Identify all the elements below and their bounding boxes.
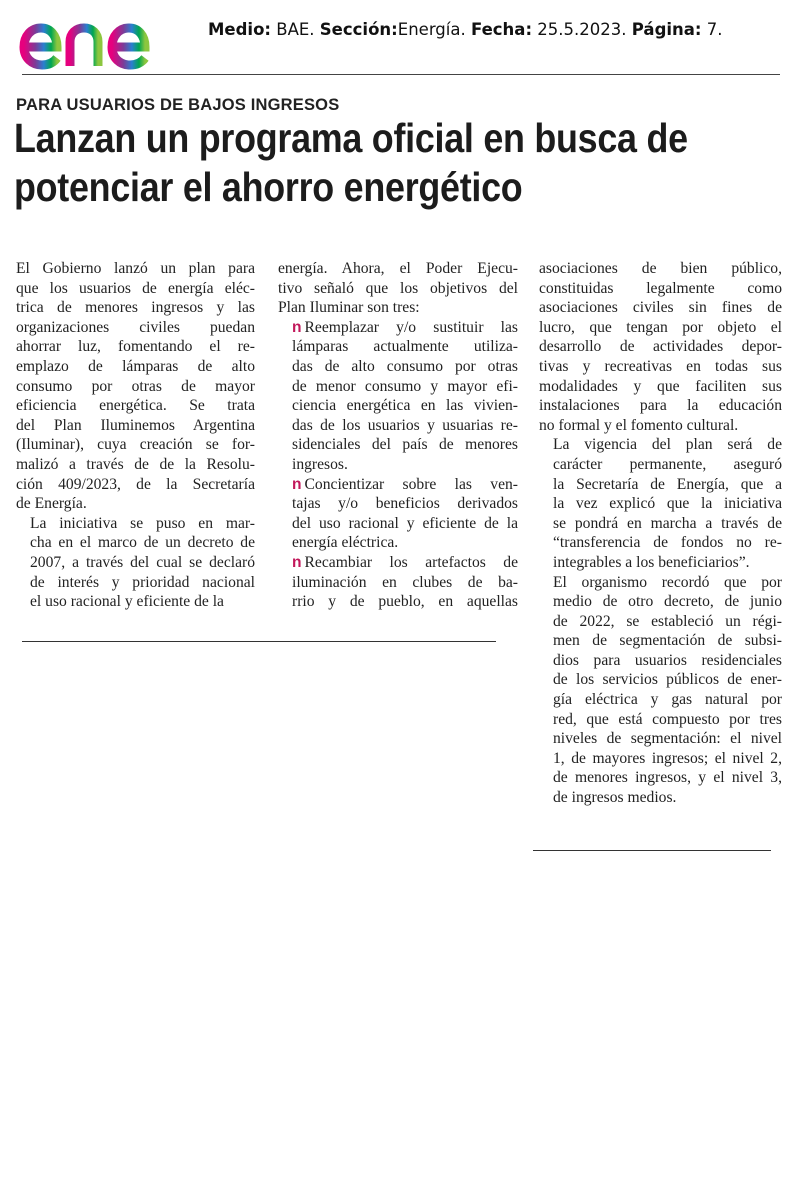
article-kicker: PARA USUARIOS DE BAJOS INGRESOS bbox=[16, 96, 340, 114]
header-divider bbox=[22, 74, 780, 75]
text-line bbox=[16, 475, 255, 495]
column-divider-rule bbox=[22, 641, 496, 642]
text-line-content: que los usuarios de energía eléc- bbox=[16, 279, 255, 297]
text-line bbox=[278, 377, 518, 397]
text-line-content: men de segmentación de subsi- bbox=[553, 632, 782, 650]
text-line-content: 2007, a través del cual se declaró bbox=[30, 553, 255, 571]
text-line-content: iluminación en clubes de ba- bbox=[292, 573, 518, 591]
text-line-content: se pondrá en marcha a través de bbox=[553, 514, 782, 532]
text-line-content: la vez explicó que la iniciativa bbox=[553, 495, 782, 513]
text-line-content: La iniciativa se puso en mar- bbox=[30, 514, 255, 532]
bullet-marker: n bbox=[292, 475, 302, 493]
text-line bbox=[539, 612, 782, 632]
text-line bbox=[16, 337, 255, 357]
article-column-2 bbox=[278, 259, 518, 612]
text-line bbox=[278, 435, 518, 455]
medio-label: Medio: bbox=[208, 20, 272, 39]
text-line-content: cha en el marco de un decreto de bbox=[30, 534, 255, 552]
text-line bbox=[16, 279, 255, 299]
medio-value: BAE. bbox=[276, 20, 315, 39]
text-line bbox=[16, 435, 255, 455]
text-line-content: niveles de segmentación: el nivel bbox=[553, 730, 782, 748]
text-line-content: das de alto consumo por otras bbox=[292, 357, 518, 375]
text-line bbox=[16, 592, 255, 612]
text-line-content: tajas y/o beneficios derivados bbox=[292, 495, 518, 513]
text-line-content: modalidades y que faciliten sus bbox=[539, 377, 782, 395]
text-line-content: tivo señaló que los objetivos del bbox=[278, 279, 518, 297]
text-line-content: instalaciones para la educación bbox=[539, 397, 782, 415]
text-line-content: del Plan Iluminemos Argentina bbox=[16, 416, 255, 434]
pagina-label: Página: bbox=[631, 20, 702, 39]
text-line bbox=[539, 396, 782, 416]
enel-logo-mark bbox=[16, 4, 181, 70]
text-line-content: de ingresos medios. bbox=[553, 789, 677, 807]
text-line bbox=[16, 357, 255, 377]
text-line-content: rrio y de pueblo, en aquellas bbox=[292, 593, 518, 611]
text-line bbox=[539, 573, 782, 593]
article-column-1 bbox=[16, 259, 255, 612]
text-line-content: red, que está compuesto por tres bbox=[553, 710, 782, 728]
text-line-content: de 2022, se estableció un régi- bbox=[553, 612, 782, 630]
text-line-content: Plan Iluminar son tres: bbox=[278, 299, 420, 317]
bullet-paragraph bbox=[278, 553, 518, 612]
text-line bbox=[16, 494, 255, 514]
text-line bbox=[16, 396, 255, 416]
publication-metadata bbox=[208, 20, 723, 39]
text-line-content: (Iluminar), cuya creación se for- bbox=[16, 436, 255, 454]
text-line bbox=[539, 377, 782, 397]
text-line-content: 1, de mayores ingresos; el nivel 2, bbox=[553, 749, 782, 767]
article-headline: Lanzan un programa oficial en busca de potenciar el ahorro energético bbox=[14, 115, 688, 210]
text-line-content: de Energía. bbox=[16, 495, 87, 513]
text-line-content: Concientizar sobre las ven- bbox=[304, 475, 518, 493]
text-line bbox=[539, 729, 782, 749]
bullet-paragraph bbox=[278, 318, 518, 475]
text-line-content: eficiencia energética. Se trata bbox=[16, 397, 255, 415]
text-line bbox=[16, 259, 255, 279]
text-line bbox=[539, 533, 782, 553]
text-line-content: das de los usuarios y usuarias re- bbox=[292, 416, 518, 434]
text-line bbox=[278, 279, 518, 299]
text-line bbox=[539, 259, 782, 279]
text-line-content: energía. Ahora, el Poder Ejecu- bbox=[278, 260, 518, 277]
enel-logo bbox=[16, 4, 181, 70]
pagina-value: 7. bbox=[706, 20, 723, 39]
text-line bbox=[278, 357, 518, 377]
text-line bbox=[539, 279, 782, 299]
text-line bbox=[539, 592, 782, 612]
text-line bbox=[278, 298, 518, 318]
text-line bbox=[16, 533, 255, 553]
text-line bbox=[278, 553, 518, 573]
text-line bbox=[539, 298, 782, 318]
text-line bbox=[278, 416, 518, 436]
text-line bbox=[539, 768, 782, 788]
text-line-content: ción 409/2023, de la Secretaría bbox=[16, 475, 255, 493]
text-line-content: desarrollo de actividades depor- bbox=[539, 338, 782, 356]
seccion-value: Energía. bbox=[397, 20, 466, 39]
text-line-content: El organismo recordó que por bbox=[553, 573, 782, 591]
text-line bbox=[16, 553, 255, 573]
text-line-content: ciencia energética en las vivien- bbox=[292, 397, 518, 415]
text-line-content: sidenciales del país de menores bbox=[292, 436, 518, 454]
text-line bbox=[539, 631, 782, 651]
text-line bbox=[278, 592, 518, 612]
text-line-content: tivas y recreativas en todas sus bbox=[539, 357, 782, 375]
text-line-content: de menor consumo y mayor efi- bbox=[292, 377, 518, 395]
text-line bbox=[539, 416, 782, 436]
text-line bbox=[278, 259, 518, 279]
text-line-content: el uso racional y eficiente de la bbox=[30, 593, 224, 611]
text-line-content: energía eléctrica. bbox=[292, 534, 399, 552]
fecha-value: 25.5.2023. bbox=[537, 20, 627, 39]
paragraph bbox=[278, 259, 518, 318]
paragraph bbox=[539, 573, 782, 808]
text-line-content: Reemplazar y/o sustituir las bbox=[304, 318, 518, 336]
text-line bbox=[278, 573, 518, 593]
text-line-content: organizaciones civiles puedan bbox=[16, 318, 255, 336]
text-line bbox=[278, 455, 518, 475]
text-line bbox=[539, 788, 782, 808]
text-line-content: “transferencia de fondos no re- bbox=[553, 534, 782, 552]
text-line-content: de menores ingresos, y el nivel 3, bbox=[553, 769, 782, 787]
paragraph bbox=[539, 259, 782, 435]
text-line-content: carácter permanente, aseguró bbox=[553, 455, 782, 473]
text-line bbox=[539, 651, 782, 671]
text-line-content: El Gobierno lanzó un plan para bbox=[16, 260, 255, 277]
article-end-rule bbox=[533, 850, 771, 851]
seccion-label: Sección: bbox=[319, 20, 398, 39]
paragraph bbox=[16, 259, 255, 514]
text-line bbox=[539, 749, 782, 769]
fecha-label: Fecha: bbox=[470, 20, 533, 39]
text-line bbox=[16, 318, 255, 338]
text-line-content: trica de menores ingresos y las bbox=[16, 299, 255, 317]
text-line-content: del uso racional y eficiente de la bbox=[292, 514, 518, 532]
text-line bbox=[278, 475, 518, 495]
text-line bbox=[539, 670, 782, 690]
article-column-3 bbox=[539, 259, 782, 808]
text-line bbox=[539, 690, 782, 710]
text-line bbox=[539, 357, 782, 377]
text-line-content: consumo por otras de mayor bbox=[16, 377, 255, 395]
text-line bbox=[278, 396, 518, 416]
text-line bbox=[539, 494, 782, 514]
bullet-marker: n bbox=[292, 553, 302, 571]
text-line bbox=[16, 573, 255, 593]
text-line bbox=[539, 553, 782, 573]
text-line-content: no formal y el fomento cultural. bbox=[539, 416, 739, 434]
text-line-content: de interés y prioridad nacional bbox=[30, 573, 255, 591]
text-line-content: ingresos. bbox=[292, 455, 348, 473]
text-line-content: constituidas legalmente como bbox=[539, 279, 782, 297]
text-line-content: emplazo de lámparas de alto bbox=[16, 357, 255, 375]
text-line-content: integrables a los beneficiarios”. bbox=[553, 553, 750, 571]
text-line-content: lucro, que tengan por objeto el bbox=[539, 318, 782, 336]
text-line-content: dios para usuarios residenciales bbox=[553, 651, 782, 669]
text-line-content: La vigencia del plan será de bbox=[553, 436, 782, 454]
text-line bbox=[539, 435, 782, 455]
text-line bbox=[278, 494, 518, 514]
bullet-marker: n bbox=[292, 318, 302, 336]
text-line bbox=[278, 514, 518, 534]
text-line bbox=[539, 514, 782, 534]
text-line bbox=[16, 377, 255, 397]
text-line bbox=[16, 298, 255, 318]
text-line bbox=[539, 475, 782, 495]
text-line bbox=[16, 514, 255, 534]
text-line-content: la Secretaría de Energía, que a bbox=[553, 475, 782, 493]
text-line bbox=[278, 318, 518, 338]
text-line bbox=[278, 533, 518, 553]
text-line-content: asociaciones de bien público, bbox=[539, 260, 782, 277]
paragraph bbox=[539, 435, 782, 572]
text-line bbox=[539, 455, 782, 475]
text-line-content: lámparas actualmente utiliza- bbox=[292, 338, 518, 356]
text-line bbox=[539, 337, 782, 357]
text-line bbox=[16, 455, 255, 475]
paragraph bbox=[16, 514, 255, 612]
text-line-content: malizó a través de de la Resolu- bbox=[16, 455, 255, 473]
text-line-content: de los servicios públicos de ener- bbox=[553, 671, 782, 689]
text-line bbox=[16, 416, 255, 436]
text-line-content: asociaciones civiles sin fines de bbox=[539, 299, 782, 317]
bullet-paragraph bbox=[278, 475, 518, 553]
text-line-content: medio de otro decreto, de junio bbox=[553, 593, 782, 611]
text-line-content: gía eléctrica y gas natural por bbox=[553, 691, 782, 709]
text-line-content: Recambiar los artefactos de bbox=[304, 553, 518, 571]
text-line bbox=[539, 318, 782, 338]
text-line bbox=[539, 710, 782, 730]
text-line-content: ahorrar luz, fomentando el re- bbox=[16, 338, 255, 356]
text-line bbox=[278, 337, 518, 357]
